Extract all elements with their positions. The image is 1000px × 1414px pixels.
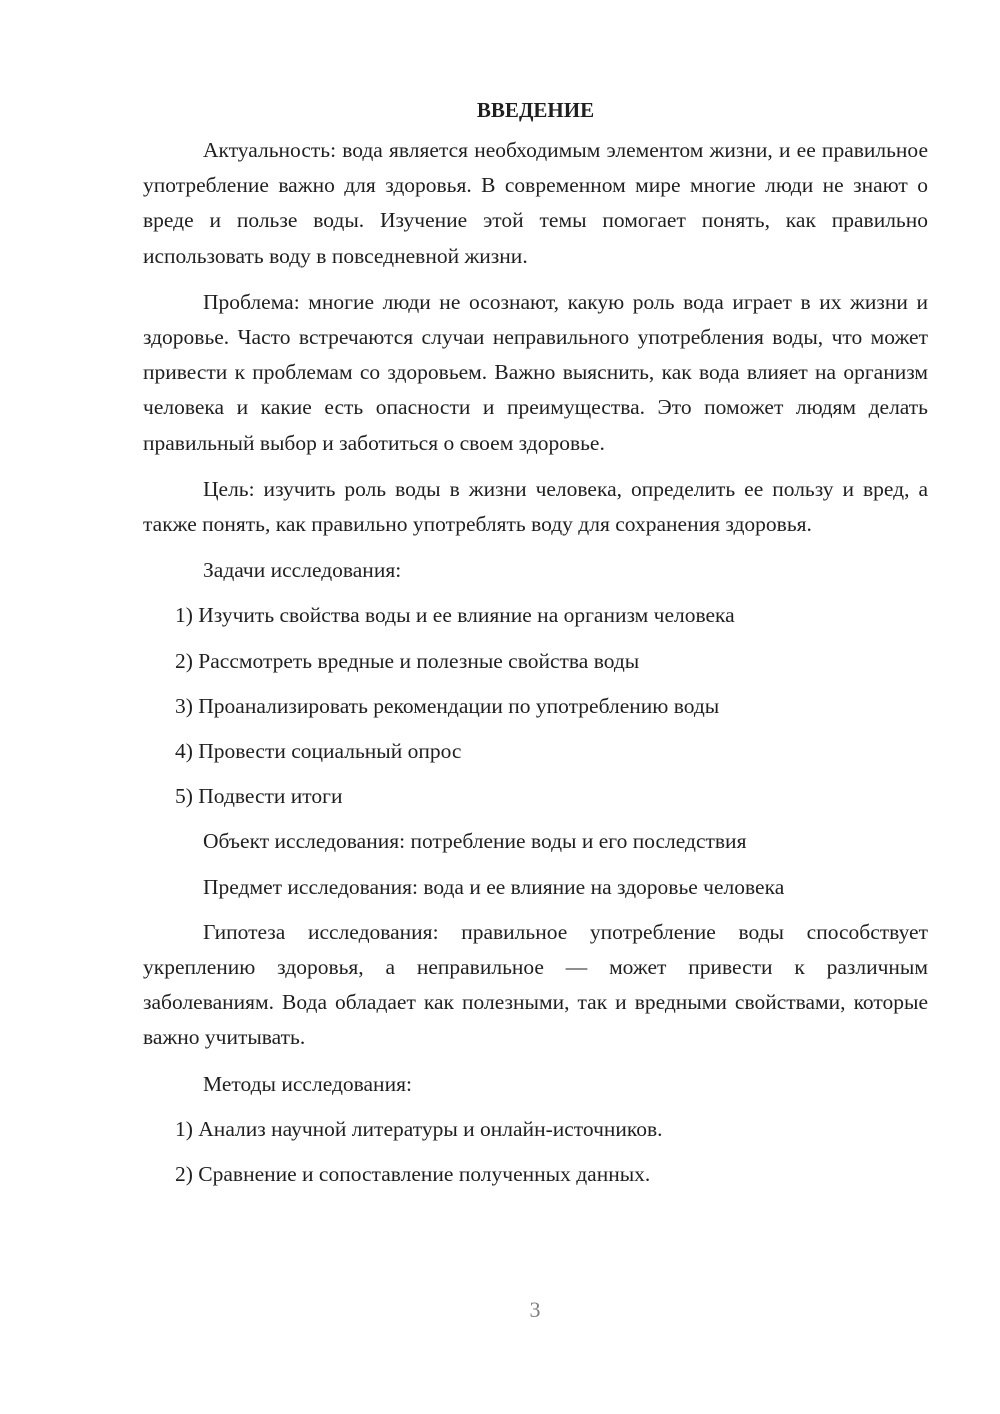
task-item: 3) Проанализировать рекомендации по употреблению воды xyxy=(175,693,720,718)
methods-label: Методы исследования: xyxy=(203,1071,412,1096)
task-item: 1) Изучить свойства воды и ее влияние на организм человека xyxy=(175,603,735,628)
goal-paragraph: Цель: изучить роль воды в жизни человека, определить ее пользу и вред, а также понять, как правильно употреблять воду для сохранения здоровья. xyxy=(143,476,928,537)
page-content xyxy=(143,96,928,1202)
task-item: 4) Провести социальный опрос xyxy=(175,739,462,764)
methods-list xyxy=(143,1112,928,1192)
task-item: 5) Подвести итоги xyxy=(175,784,343,809)
relevance-paragraph: Актуальность: вода является необходимым элементом жизни, и ее правильное употребление важно для здоровья. В современном мире многие люди не знают о вреде и пользе воды. Изучение этой темы помогает понять, как правильно использовать воду в повседневной жизни. xyxy=(143,138,928,268)
section-heading: ВВЕДЕНИЕ xyxy=(476,98,595,122)
tasks-list xyxy=(143,598,928,814)
tasks-label: Задачи исследования: xyxy=(203,558,402,583)
research-object-line: Объект исследования: потребление воды и его последствия xyxy=(203,829,747,854)
method-item: 2) Сравнение и сопоставление полученных данных. xyxy=(175,1162,651,1187)
page-number: 3 xyxy=(529,1297,541,1322)
problem-paragraph: Проблема: многие люди не осознают, какую роль вода играет в их жизни и здоровье. Часто встречаются случаи неправильного употребления воды, что может привести к проблемам со здоровьем. Важно выяснить, как вода влияет на организм человека и какие есть опасности и преимущества. Это поможет людям делать правильный выбор и заботиться о своем здоровье. xyxy=(143,289,928,455)
research-subject-line: Предмет исследования: вода и ее влияние на здоровье человека xyxy=(203,874,785,899)
task-item: 2) Рассмотреть вредные и полезные свойства воды xyxy=(175,648,640,673)
method-item: 1) Анализ научной литературы и онлайн-источников. xyxy=(175,1116,663,1141)
hypothesis-paragraph: Гипотеза исследования: правильное употребление воды способствует укреплению здоровья, а неправильное — может привести к различным заболеваниям. Вода обладает как полезными, так и вредными свойствами, которые важно учитывать. xyxy=(143,919,928,1050)
